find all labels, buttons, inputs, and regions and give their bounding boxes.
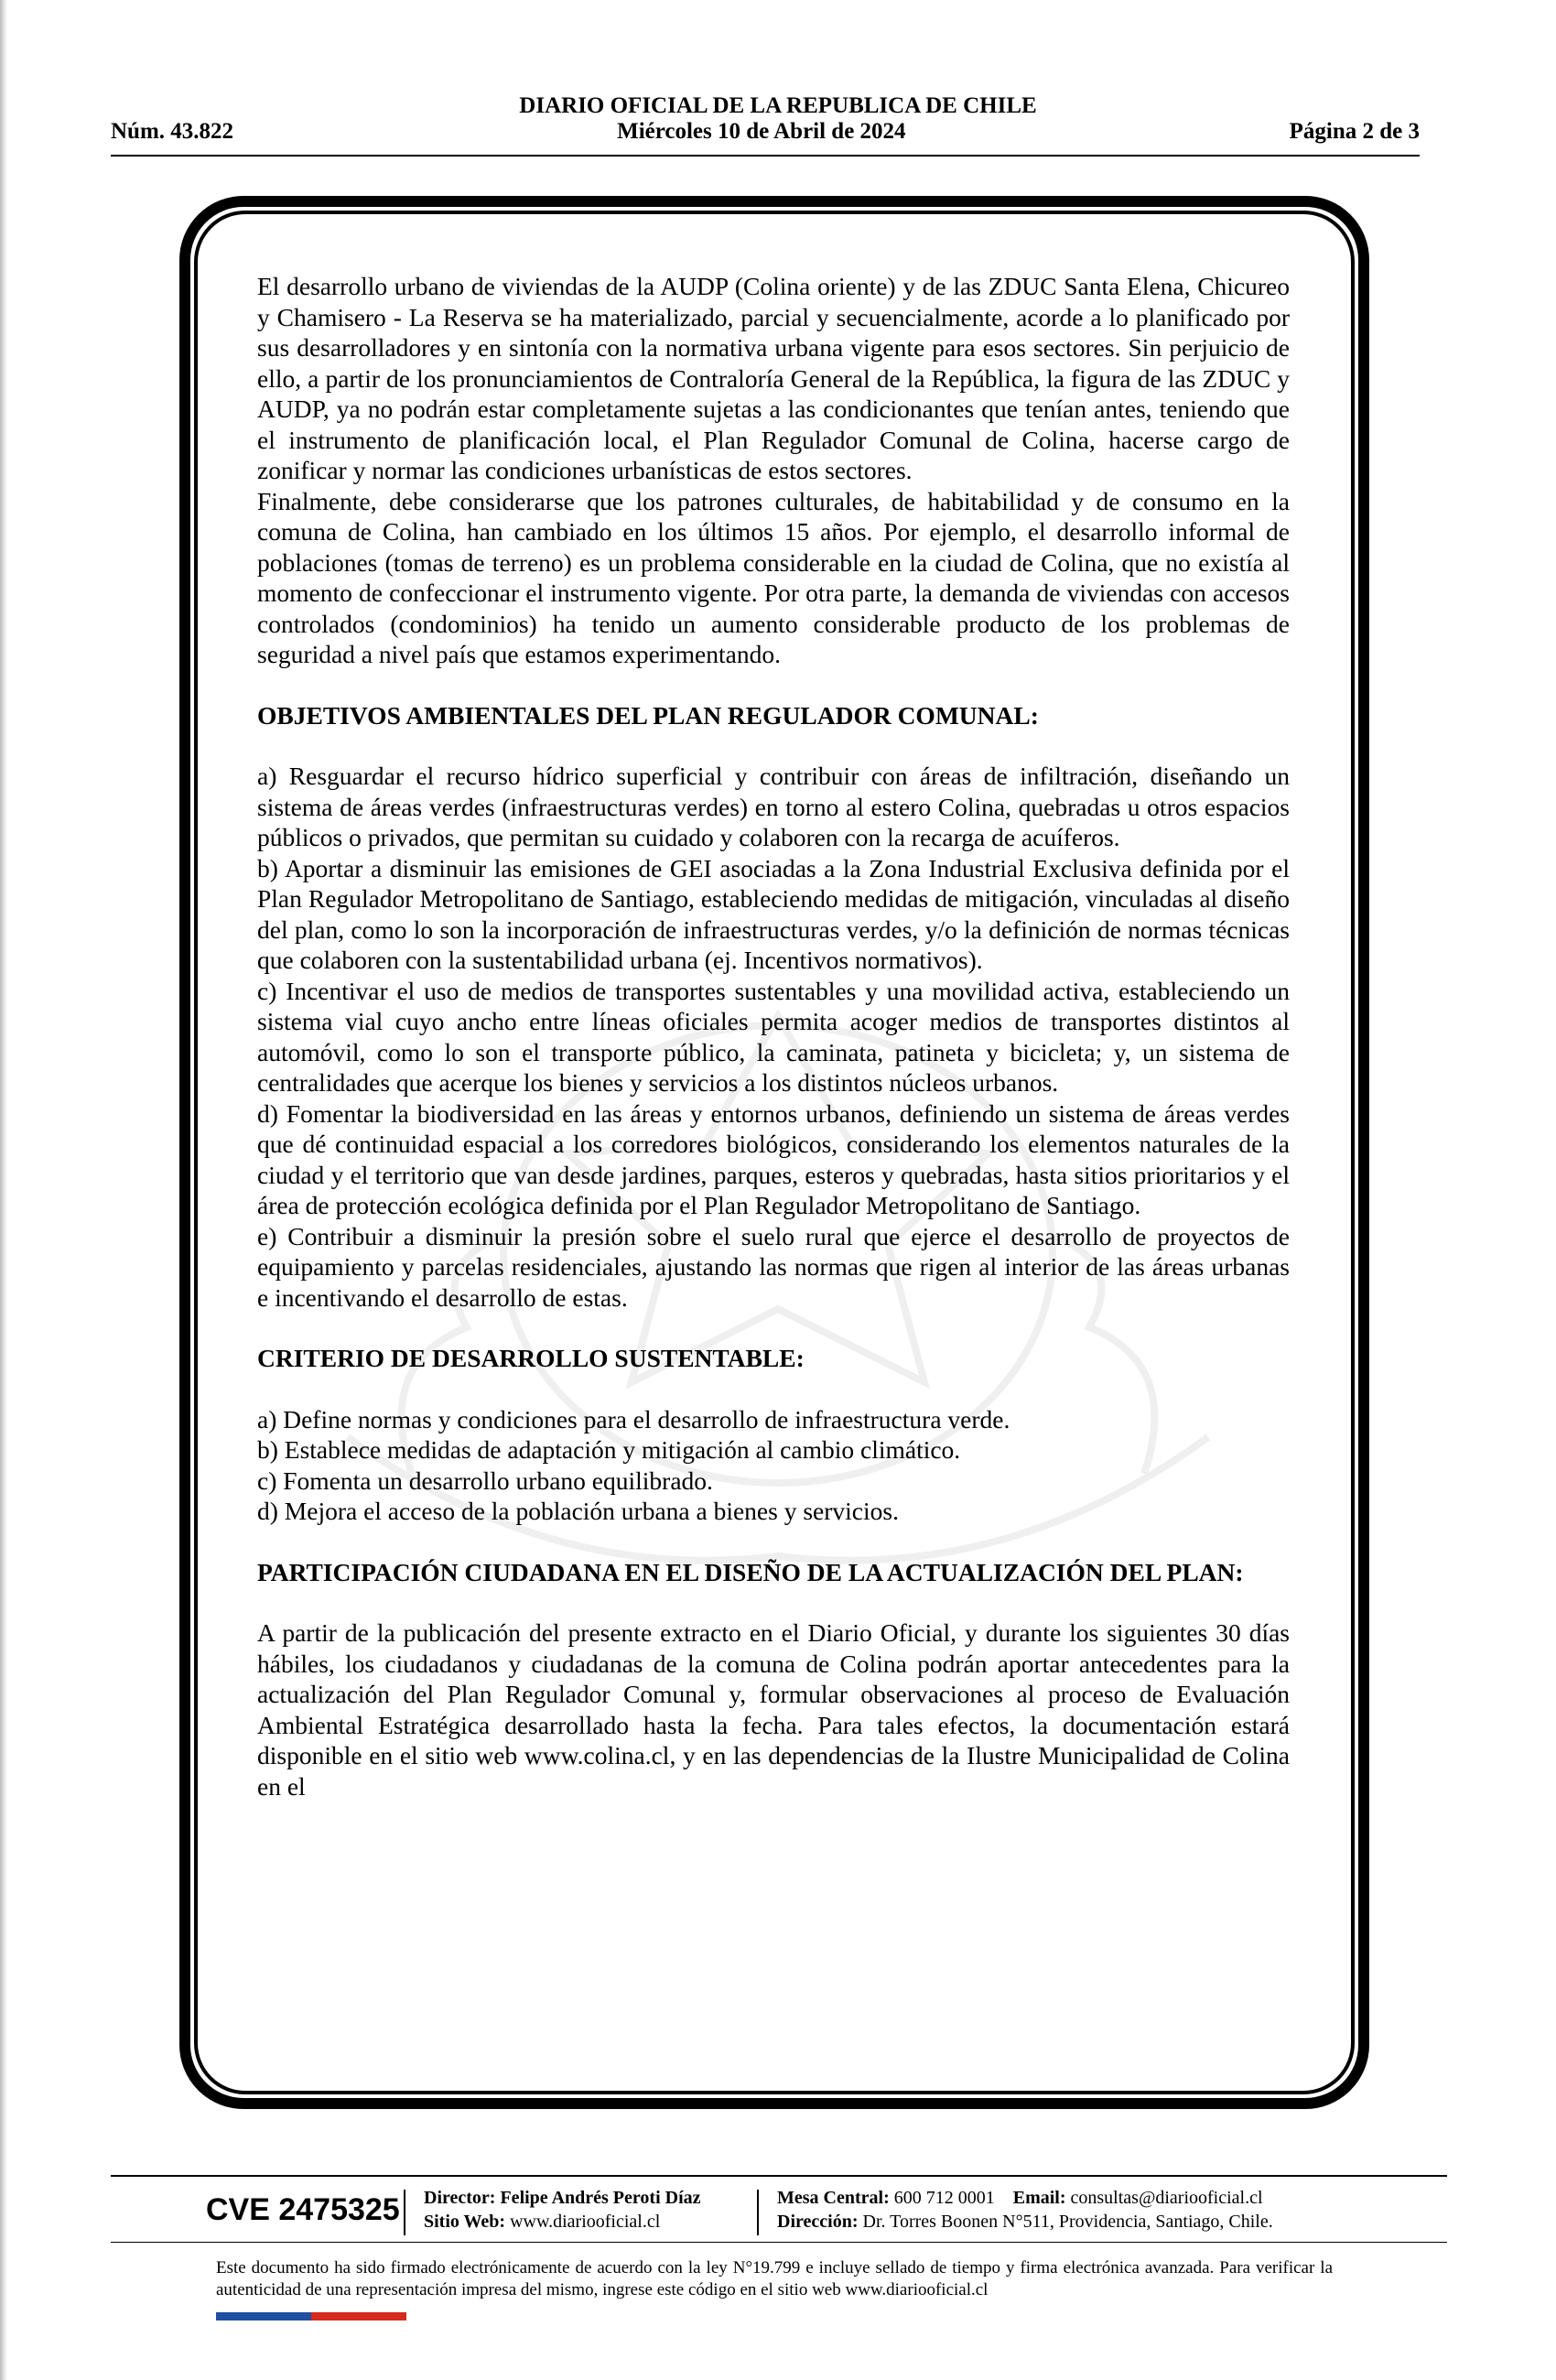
criterio-heading: CRITERIO DE DESARROLLO SUSTENTABLE: <box>257 1344 805 1372</box>
objetivo-item-d: d) Fomentar la biodiversidad en las áreas y entornos urbanos, definiendo un sistema de áreas verdes que dé continuidad espacial a los corredores biológicos, considerando los elementos naturales de la ciudad y el territorio que van desde jardines, parques, esteros y quebradas, hasta sitios prioritarios y el área de protección ecológica definida por el Plan Regulador Metropolitano de Santiago. <box>257 1098 1290 1219</box>
cve-code: CVE 2475325 <box>206 2192 400 2227</box>
email-link[interactable]: consultas@diariooficial.cl <box>1070 2188 1263 2208</box>
objetivo-item-b: b) Aportar a disminuir las emisiones de GEI asociadas a la Zona Industrial Exclusiva definida por el Plan Regulador Metropolitano de Santiago, estableciendo medidas de mitigación, vinculadas al diseño del plan, como lo son la incorporación de infraestructuras verdes, y/o la definición de normas técnicas que colaboren con la sustentabilidad urbana (ej. Incentivos normativos). <box>257 853 1290 974</box>
objetivos-heading: OBJETIVOS AMBIENTALES DEL PLAN REGULADOR COMUNAL: <box>257 700 1039 730</box>
page-indicator: Página 2 de 3 <box>1289 119 1420 144</box>
director-name: Felipe Andrés Peroti Díaz <box>500 2188 701 2208</box>
objetivo-item-c: c) Incentivar el uso de medios de transportes sustentables y una movilidad activa, estableciendo un sistema vial cuyo ancho entre líneas oficiales permita acoger medios de transportes distintos al automóvil, como lo son el transporte público, la caminata, patineta y bicicleta; y, un sistema de centralidades que acerque los bienes y servicios a los distintos núcleos urbanos. <box>257 976 1290 1097</box>
direccion-label: Dirección: <box>777 2212 859 2232</box>
intro-paragraph-1: El desarrollo urbano de viviendas de la AUDP (Colina oriente) y de las ZDUC Santa Elena, Chicureo y Chamisero - La Reserva se ha materializado, parcial y secuencialmente, acorde a lo planificado por sus desarrolladores y en sintonía con la normativa urbana vigente para esos sectores. Sin perjuicio de ello, a partir de los pronunciamientos de Contraloría General de la República, la figura de las ZDUC y AUDP, ya no podrán estar completamente sujetas a las condicionantes que tenían antes, teniendo que el instrumento de planificación local, el Plan Regulador Comunal de Colina, hacerse cargo de zonificar y normar las condiciones urbanísticas de estos sectores. <box>257 272 1290 484</box>
criterio-item-d: d) Mejora el acceso de la población urbana a bienes y servicios. <box>257 1497 899 1525</box>
document-body <box>257 271 1290 1801</box>
web-label: Sitio Web: <box>424 2212 506 2232</box>
header-divider <box>111 155 1420 157</box>
intro-paragraph-2: Finalmente, debe considerarse que los patrones culturales, de habitabilidad y de consumo en la comuna de Colina, han cambiado en los últimos 15 años. Por ejemplo, el desarrollo informal de poblaciones (tomas de terreno) es un problema considerable en la ciudad de Colina, que no existía al momento de confeccionar el instrumento vigente. Por otra parte, la demanda de viviendas con accesos controlados (condominios) ha tenido un aumento considerable producto de los problemas de seguridad a nivel país que estamos experimentando. <box>257 486 1290 668</box>
header-row <box>111 118 1420 146</box>
signature-note: Este documento ha sido firmado electrónicamente de acuerdo con la ley N°19.799 e incluye sellado de tiempo y firma electrónica avanzada. Para verificar la autenticidad de una representación impresa del mismo, ingrese este código en el sitio web www.diariooficial.cl <box>216 2258 1333 2299</box>
footer-contact-block <box>777 2186 1273 2234</box>
participacion-heading: PARTICIPACIÓN CIUDADANA EN EL DISEÑO DE LA ACTUALIZACIÓN DEL PLAN: <box>257 1557 1244 1586</box>
gazette-title: DIARIO OFICIAL DE LA REPUBLICA DE CHILE <box>519 93 1037 118</box>
criterio-item-a: a) Define normas y condiciones para el desarrollo de infraestructura verde. <box>257 1404 1010 1433</box>
footer-separator <box>404 2190 405 2235</box>
footer-info <box>111 2186 1447 2239</box>
objetivo-item-a: a) Resguardar el recurso hídrico superficial y contribuir con áreas de infiltración, diseñando un sistema de áreas verdes (infraestructuras verdes) en torno al estero Colina, quebradas u otros espacios públicos o privados, que permitan su cuidado y colaboren con la recarga de acuíferos. <box>257 762 1290 851</box>
email-label: Email: <box>1012 2188 1066 2208</box>
flag-red-segment <box>311 2312 406 2320</box>
issue-number: Núm. 43.822 <box>111 119 234 144</box>
criterio-item-c: c) Fomenta un desarrollo urbano equilibrado. <box>257 1466 713 1495</box>
director-label: Director: <box>424 2188 496 2208</box>
web-link[interactable]: www.diariooficial.cl <box>510 2212 661 2232</box>
page-edge-shadow <box>0 0 7 2380</box>
criterio-item-b: b) Establece medidas de adaptación y mitigación al cambio climático. <box>257 1435 961 1464</box>
flag-blue-segment <box>216 2312 311 2320</box>
footer-divider-bottom <box>111 2242 1447 2243</box>
participacion-paragraph: A partir de la publicación del presente extracto en el Diario Oficial, y durante los siguientes 30 días hábiles, los ciudadanos y ciudadanas de la comuna de Colina podrán aportar antecedentes para la actualización del Plan Regulador Comunal y, formular observaciones al proceso de Evaluación Ambiental Estratégica desarrollado hasta la fecha. Para tales efectos, la documentación estará disponible en el sitio web www.colina.cl, y en las dependencias de la Ilustre Municipalidad de Colina en el <box>257 1618 1290 1801</box>
footer-divider-top <box>111 2175 1447 2177</box>
footer-separator <box>757 2190 759 2235</box>
issue-date: Miércoles 10 de Abril de 2024 <box>617 119 906 144</box>
objetivo-item-e: e) Contribuir a disminuir la presión sobre el suelo rural que ejerce el desarrollo de proyectos de equipamiento y parcelas residenciales, ajustando las normas que rigen al interior de las áreas urbanas e incentivando el desarrollo de estas. <box>257 1221 1290 1312</box>
footer-director-block <box>424 2186 701 2234</box>
mesa-phone: 600 712 0001 <box>893 2188 995 2208</box>
flag-stripe <box>216 2312 406 2320</box>
mesa-label: Mesa Central: <box>777 2188 890 2208</box>
direccion-value: Dr. Torres Boonen N°511, Providencia, Santiago, Chile. <box>862 2212 1273 2232</box>
